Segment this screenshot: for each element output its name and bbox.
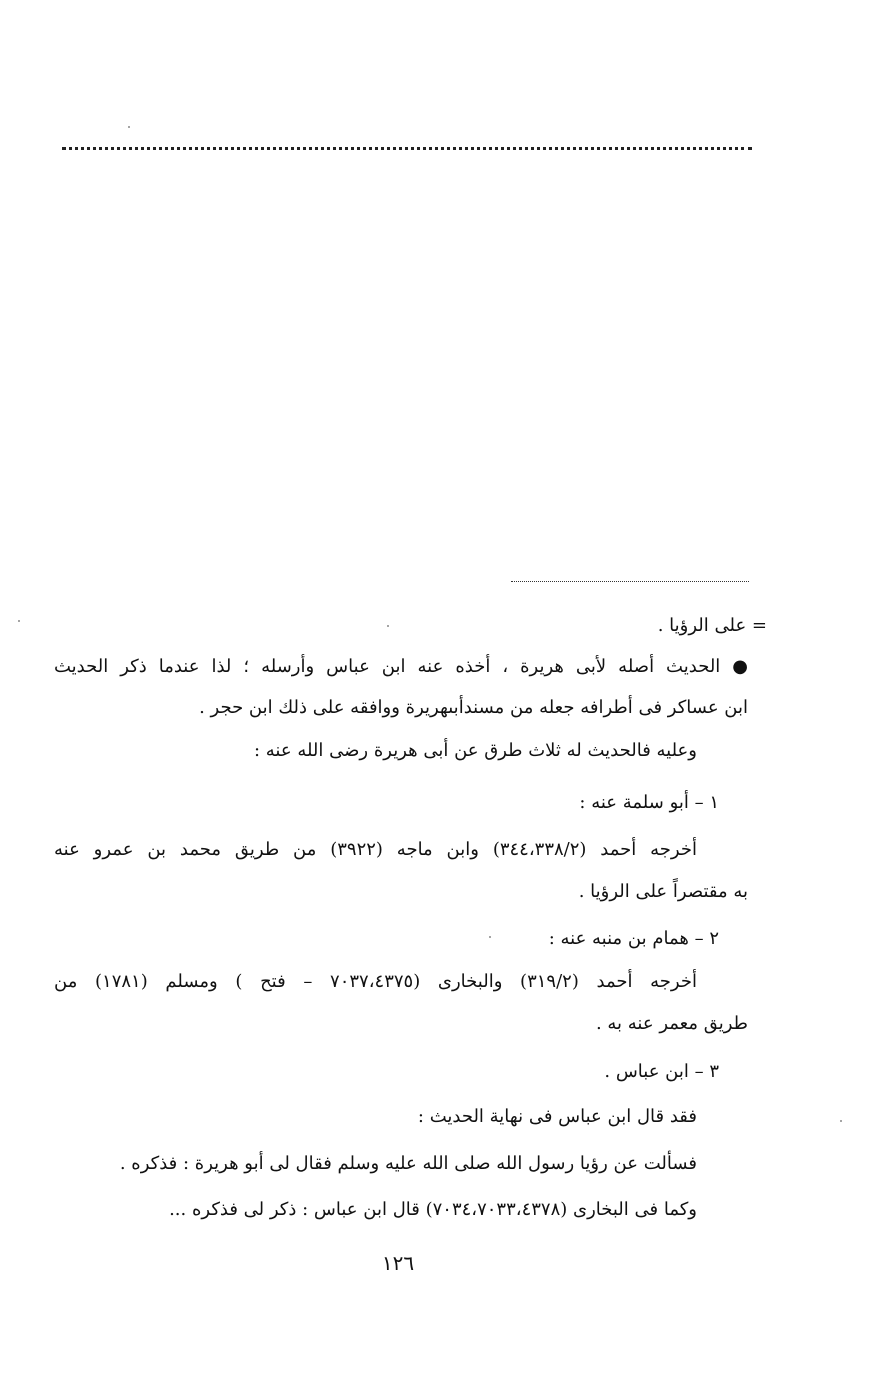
- footnote-line-route-1-text-1: أخرجه أحمد (٣٤٤،٣٣٨/٢) وابن ماجه (٣٩٢٢) من طريق محمد بن عمرو عنه: [54, 839, 697, 860]
- footnote-line-route-3-text-1: فقد قال ابن عباس فى نهاية الحديث :: [417, 1106, 697, 1127]
- footnote-line-route-3-heading: ٣ – ابن عباس .: [604, 1061, 719, 1082]
- footnote-line-continuation: = على الرؤيا .: [657, 615, 767, 636]
- footnote-line-route-1-heading: ١ – أبو سلمة عنه :: [579, 792, 719, 813]
- footnote-line-route-3-text-3: وكما فى البخارى (٧٠٣٤،٧٠٣٣،٤٣٧٨) قال ابن عباس : ذكر لى فذكره ...: [169, 1199, 697, 1220]
- footnote-line-note-2: ابن عساكر فى أطرافه جعله من مسندأبىهريرة ووافقه على ذلك ابن حجر .: [199, 697, 748, 718]
- footnote-line-route-2-text-1: أخرجه أحمد (٣١٩/٢) والبخارى (٧٠٣٧،٤٣٧٥ – فتح ) ومسلم (١٧٨١) من: [54, 971, 697, 992]
- footnote-separator: [511, 581, 749, 582]
- footnote-line-routes-intro: وعليه فالحديث له ثلاث طرق عن أبى هريرة رضى الله عنه :: [253, 740, 697, 761]
- top-dotted-rule: [62, 147, 752, 150]
- page-number: ١٢٦: [381, 1251, 415, 1275]
- scan-speck: [18, 620, 20, 622]
- scan-speck: [840, 1120, 842, 1122]
- scan-speck: [489, 936, 491, 938]
- footnote-line-note-1: ● الحديث أصله لأبى هريرة ، أخذه عنه ابن عباس وأرسله ؛ لذا عندما ذكر الحديث: [54, 656, 748, 677]
- footnote-line-route-2-heading: ٢ – همام بن منبه عنه :: [548, 928, 719, 949]
- scan-speck: [128, 126, 130, 128]
- scan-speck: [387, 625, 389, 627]
- footnote-line-route-3-text-2: فسألت عن رؤيا رسول الله صلى الله عليه وسلم فقال لى أبو هريرة : فذكره .: [119, 1153, 697, 1174]
- footnote-line-route-1-text-2: به مقتصراً على الرؤيا .: [578, 881, 748, 902]
- footnote-line-route-2-text-2: طريق معمر عنه به .: [595, 1013, 748, 1034]
